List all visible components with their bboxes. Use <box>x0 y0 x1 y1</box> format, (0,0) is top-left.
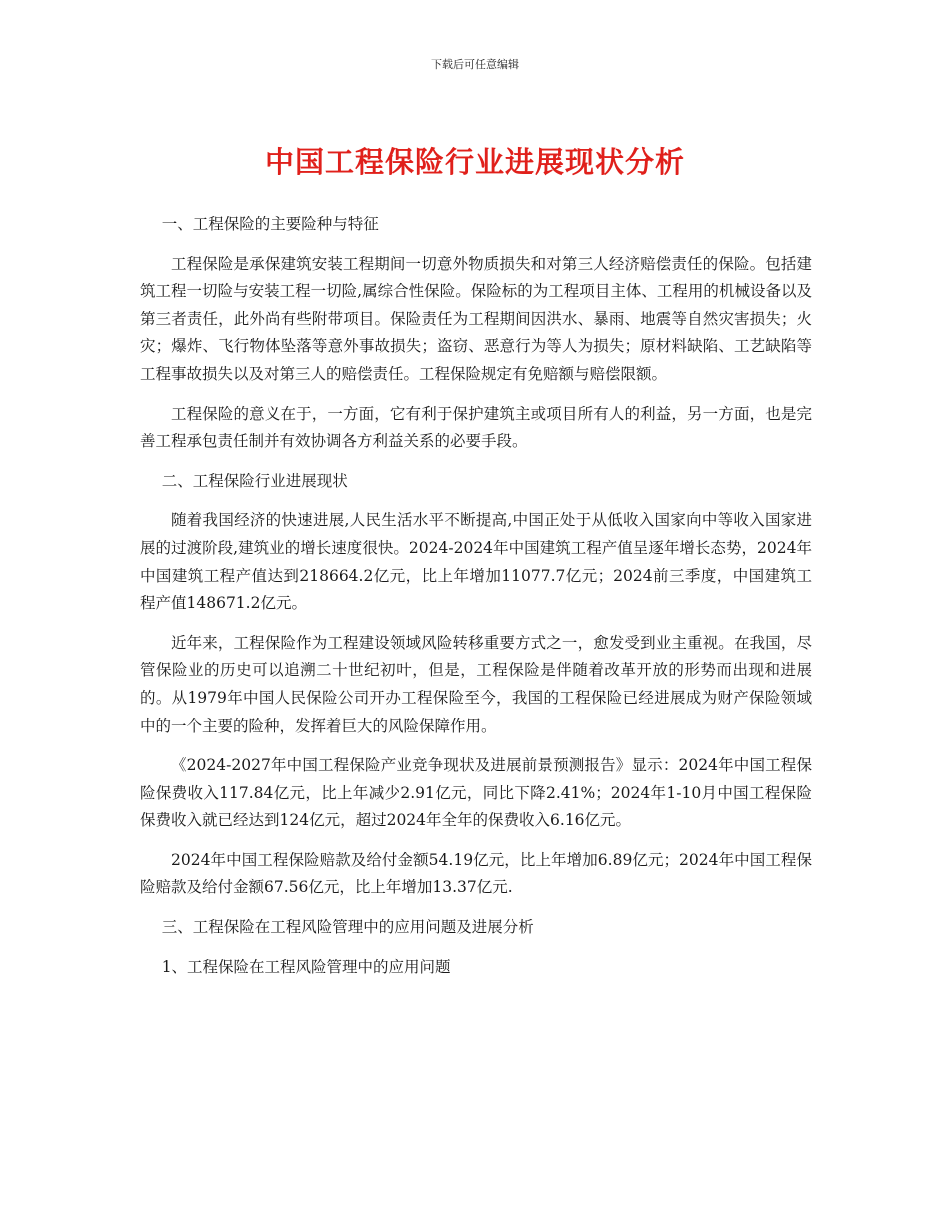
document-title: 中国工程保险行业进展现状分析 <box>264 145 685 179</box>
section-heading-1: 一、工程保险的主要险种与特征 <box>161 215 379 233</box>
paragraph-insurance-definition: 工程保险是承保建筑安装工程期间一切意外物质损失和对第三人经济赔偿责任的保险。包括建筑工程一切险与安装工程一切险,属综合性保险。保险标的为工程项目主体、工程用的机械设备以及第三者责任，此外尚有些附带项目。保险责任为工程期间因洪水、暴雨、地震等自然灾害损失；火灾；爆炸、飞行物体坠落等意外事故损失；盗窃、恶意行为等人为损失；原材料缺陷、工艺缺陷等工程事故损失以及对第三人的赔偿责任。工程保险规定有免赔额与赔偿限额。 <box>140 254 812 383</box>
paragraph-premium-income: 《2024-2027年中国工程保险产业竞争现状及进展前景预测报告》显示：2024年中国工程保险保费收入117.84亿元，比上年减少2.91亿元，同比下降2.41%；2024年1-10月中国工程保险保费收入就已经达到124亿元，超过2024年全年的保费收入6.16亿元。 <box>140 756 812 830</box>
paragraph-insurance-significance: 工程保险的意义在于，一方面，它有利于保护建筑主或项目所有人的利益，另一方面，也是完善工程承包责任制并有效协调各方利益关系的必要手段。 <box>140 404 812 451</box>
section-heading-2: 二、工程保险行业进展现状 <box>161 471 348 490</box>
section-heading-3: 三、工程保险在工程风险管理中的应用问题及进展分析 <box>161 918 534 937</box>
paragraph-claims-payments: 2024年中国工程保险赔款及给付金额54.19亿元，比上年增加6.89亿元；2024年中国工程保险赔款及给付金额67.56亿元，比上年增加13.37亿元. <box>140 850 812 897</box>
document-body <box>140 211 812 981</box>
subsection-heading-1: 1、工程保险在工程风险管理中的应用问题 <box>161 957 451 976</box>
header-note: 下载后可任意编辑 <box>431 58 519 71</box>
paragraph-recent-development: 近年来，工程保险作为工程建设领域风险转移重要方式之一，愈发受到业主重视。在我国，尽管保险业的历史可以追溯二十世纪初叶，但是，工程保险是伴随着改革开放的形势而出现和进展的。从1979年中国人民保险公司开办工程保险至今，我国的工程保险已经进展成为财产保险领域中的一个主要的险种，发挥着巨大的风险保障作用。 <box>140 633 812 735</box>
paragraph-construction-output: 随着我国经济的快速进展,人民生活水平不断提高,中国正处于从低收入国家向中等收入国家进展的过渡阶段,建筑业的增长速度很快。2024-2024年中国建筑工程产值呈逐年增长态势，2024年中国建筑工程产值达到218664.2亿元，比上年增加11077.7亿元；2024前三季度，中国建筑工程产值148671.2亿元。 <box>140 511 812 613</box>
